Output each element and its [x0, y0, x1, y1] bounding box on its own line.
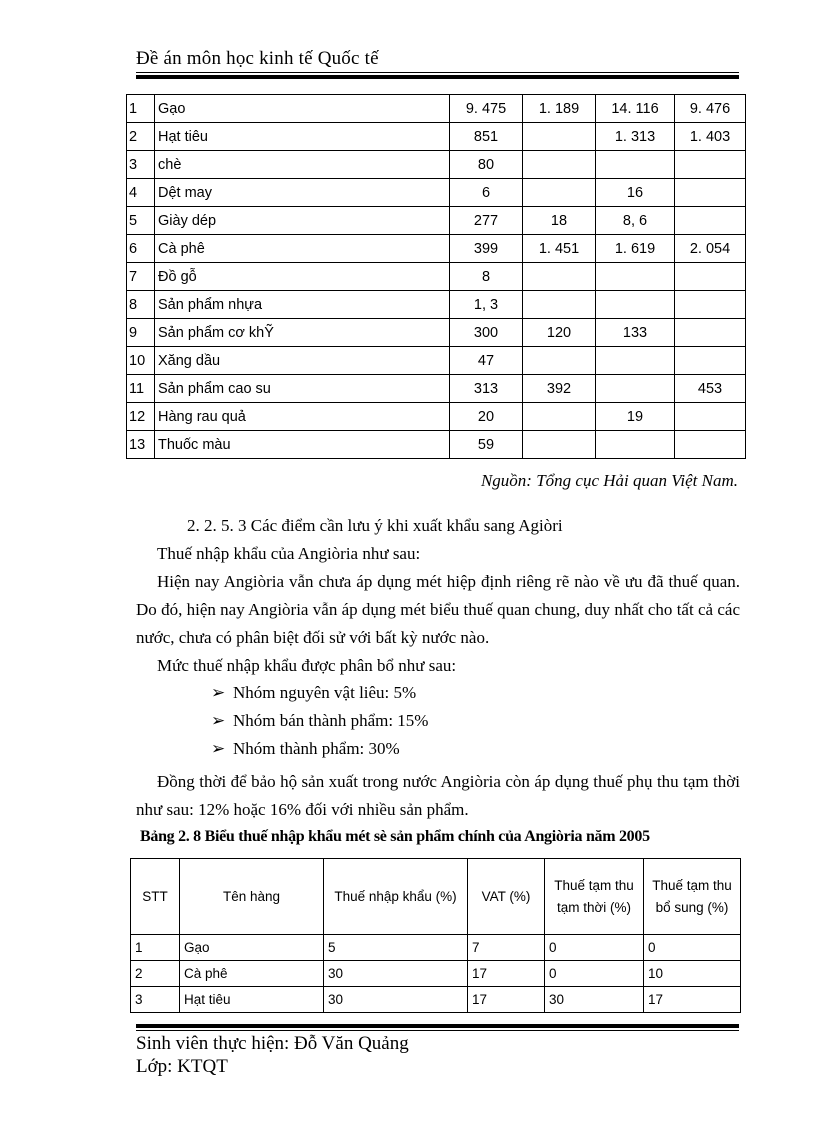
- table-cell: 1: [131, 935, 180, 961]
- table-cell: 59: [450, 431, 523, 459]
- table-row: [131, 987, 741, 1013]
- table-cell: 11: [127, 375, 155, 403]
- footer-student: Sinh viên thực hiện: Đỗ Văn Quảng: [136, 1033, 409, 1054]
- table-cell: 30: [545, 987, 644, 1013]
- table-cell: 9: [127, 319, 155, 347]
- table-cell: [596, 431, 675, 459]
- table-cell: 1. 403: [675, 123, 746, 151]
- footer-rule-thick: [136, 1024, 739, 1028]
- table-row: [127, 403, 746, 431]
- table-cell: 5: [127, 207, 155, 235]
- table-cell: 1. 313: [596, 123, 675, 151]
- table-cell: 0: [644, 935, 741, 961]
- header-cell: VAT (%): [468, 859, 545, 935]
- table-cell: Xăng dầu: [155, 347, 450, 375]
- table-cell: 392: [523, 375, 596, 403]
- table-row: [131, 935, 741, 961]
- table-cell: 10: [644, 961, 741, 987]
- table-cell: 9. 475: [450, 95, 523, 123]
- table-cell: [675, 179, 746, 207]
- bullet-item: [211, 739, 400, 759]
- table-cell: 3: [131, 987, 180, 1013]
- table-row: [127, 151, 746, 179]
- table-row: [131, 961, 741, 987]
- table-cell: [675, 431, 746, 459]
- table-cell: 18: [523, 207, 596, 235]
- table-cell: [523, 431, 596, 459]
- table-cell: Dệt may: [155, 179, 450, 207]
- table-cell: [523, 179, 596, 207]
- table-cell: [523, 263, 596, 291]
- bullet-text: Nhóm thành phẩm: 30%: [233, 739, 400, 758]
- table-cell: 399: [450, 235, 523, 263]
- table-cell: 20: [450, 403, 523, 431]
- table-cell: 0: [545, 961, 644, 987]
- table-cell: Hàng rau quả: [155, 403, 450, 431]
- bullet-item: [211, 711, 428, 731]
- table-cell: 12: [127, 403, 155, 431]
- table-cell: 16: [596, 179, 675, 207]
- table-cell: [523, 291, 596, 319]
- table-cell: [675, 151, 746, 179]
- arrow-bullet-icon: ➢: [211, 739, 226, 758]
- table-cell: 19: [596, 403, 675, 431]
- table-cell: 277: [450, 207, 523, 235]
- table-row: [127, 291, 746, 319]
- table-cell: Gạo: [180, 935, 324, 961]
- bullet-item: [211, 683, 416, 703]
- footer-rule-thin: [136, 1030, 739, 1031]
- table-row: [127, 431, 746, 459]
- arrow-bullet-icon: ➢: [211, 683, 226, 702]
- table-cell: 453: [675, 375, 746, 403]
- table-cell: 2. 054: [675, 235, 746, 263]
- bullet-text: Nhóm nguyên vật liêu: 5%: [233, 683, 417, 702]
- table-cell: [523, 347, 596, 375]
- table-cell: Cà phê: [155, 235, 450, 263]
- table-cell: Giày dép: [155, 207, 450, 235]
- table-cell: Sản phẩm cơ khỸ: [155, 319, 450, 347]
- table-cell: Sản phẩm cao su: [155, 375, 450, 403]
- header-cell: Thuế tạm thu bổ sung (%): [644, 859, 741, 935]
- paragraph-tax-rates-intro: Mức thuế nhập khẩu được phân bổ như sau:: [157, 656, 457, 675]
- table-cell: 6: [450, 179, 523, 207]
- section-heading: 2. 2. 5. 3 Các điểm cần lưu ý khi xuất khẩu sang Agiòri: [187, 516, 563, 535]
- tariff-table: [130, 858, 741, 1013]
- table-cell: [675, 291, 746, 319]
- table-header-row: [131, 859, 741, 935]
- table-cell: 6: [127, 235, 155, 263]
- table-cell: 17: [468, 987, 545, 1013]
- paragraph-import-tax-intro: Thuế nhập khẩu của Angiòria như sau:: [157, 544, 421, 563]
- table-cell: 1. 189: [523, 95, 596, 123]
- table-cell: 300: [450, 319, 523, 347]
- table-cell: 80: [450, 151, 523, 179]
- table-cell: [523, 151, 596, 179]
- table-cell: [596, 375, 675, 403]
- header-cell: Tên hàng: [180, 859, 324, 935]
- table-row: [127, 235, 746, 263]
- table-cell: 120: [523, 319, 596, 347]
- table-cell: 1. 619: [596, 235, 675, 263]
- table-cell: 9. 476: [675, 95, 746, 123]
- table-cell: 2: [127, 123, 155, 151]
- table-cell: 10: [127, 347, 155, 375]
- table-cell: 8: [450, 263, 523, 291]
- table-cell: [523, 403, 596, 431]
- table-cell: [675, 263, 746, 291]
- export-table: [126, 94, 746, 459]
- table-row: [127, 263, 746, 291]
- table-cell: [675, 403, 746, 431]
- table-cell: 0: [545, 935, 644, 961]
- table-cell: 30: [324, 987, 468, 1013]
- table-cell: [675, 347, 746, 375]
- bullet-text: Nhóm bán thành phẩm: 15%: [233, 711, 429, 730]
- footer-class: Lớp: KTQT: [136, 1056, 228, 1077]
- table-cell: [596, 263, 675, 291]
- table-cell: 8: [127, 291, 155, 319]
- table-cell: Hạt tiêu: [155, 123, 450, 151]
- table-cell: 1: [127, 95, 155, 123]
- table-cell: [596, 347, 675, 375]
- table2-caption: Bảng 2. 8 Biểu thuế nhập khẩu mét sè sản phẩm chính của Angiòria năm 2005: [140, 828, 650, 845]
- header-cell: Thuế tạm thu tạm thời (%): [545, 859, 644, 935]
- table-cell: 5: [324, 935, 468, 961]
- table-cell: 313: [450, 375, 523, 403]
- table-row: [127, 207, 746, 235]
- header-cell: STT: [131, 859, 180, 935]
- table-row: [127, 123, 746, 151]
- table-cell: Gạo: [155, 95, 450, 123]
- header-rule-thick: [136, 75, 739, 79]
- table-row: [127, 375, 746, 403]
- paragraph-tariff-description: Hiện nay Angiòria vẫn chưa áp dụng mét hiệp định riêng rẽ nào về ưu đã thuế quan. Do đó, hiện nay Angiòria vẫn áp dụng mét biểu thuế quan chung, duy nhất cho tất cả các nước, chưa có phân biệt đối sử với bất kỳ nước nào.: [136, 572, 740, 647]
- table-cell: 13: [127, 431, 155, 459]
- table-cell: 17: [468, 961, 545, 987]
- paragraph-surcharge: Đồng thời để bảo hộ sản xuất trong nước Angiòria còn áp dụng thuế phụ thu tạm thời như sau: 12% hoặc 16% đối với nhiều sản phẩm.: [136, 772, 740, 819]
- table-cell: Đồ gỗ: [155, 263, 450, 291]
- table-row: [127, 347, 746, 375]
- table-source-note: Nguồn: Tổng cục Hải quan Việt Nam.: [480, 471, 738, 490]
- header-rule-thin: [136, 72, 739, 73]
- arrow-bullet-icon: ➢: [211, 711, 226, 730]
- table-cell: 4: [127, 179, 155, 207]
- table-cell: Sản phẩm nhựa: [155, 291, 450, 319]
- table-cell: [675, 319, 746, 347]
- table-cell: [596, 291, 675, 319]
- table-cell: 1, 3: [450, 291, 523, 319]
- table-cell: [596, 151, 675, 179]
- table-cell: 2: [131, 961, 180, 987]
- table-cell: Thuốc màu: [155, 431, 450, 459]
- table-row: [127, 95, 746, 123]
- table-cell: 17: [644, 987, 741, 1013]
- table-row: [127, 319, 746, 347]
- table-cell: Hạt tiêu: [180, 987, 324, 1013]
- table-cell: 8, 6: [596, 207, 675, 235]
- table-cell: 133: [596, 319, 675, 347]
- table-cell: 14. 116: [596, 95, 675, 123]
- table-cell: 3: [127, 151, 155, 179]
- table-cell: Cà phê: [180, 961, 324, 987]
- table-cell: 30: [324, 961, 468, 987]
- document-header-title: Đề án môn học kinh tế Quốc tế: [136, 48, 379, 69]
- table-cell: [523, 123, 596, 151]
- table-row: [127, 179, 746, 207]
- table-cell: [675, 207, 746, 235]
- table-cell: chè: [155, 151, 450, 179]
- table-cell: 7: [468, 935, 545, 961]
- table-cell: 7: [127, 263, 155, 291]
- table-cell: 1. 451: [523, 235, 596, 263]
- table-cell: 851: [450, 123, 523, 151]
- table-cell: 47: [450, 347, 523, 375]
- header-cell: Thuế nhập khẩu (%): [324, 859, 468, 935]
